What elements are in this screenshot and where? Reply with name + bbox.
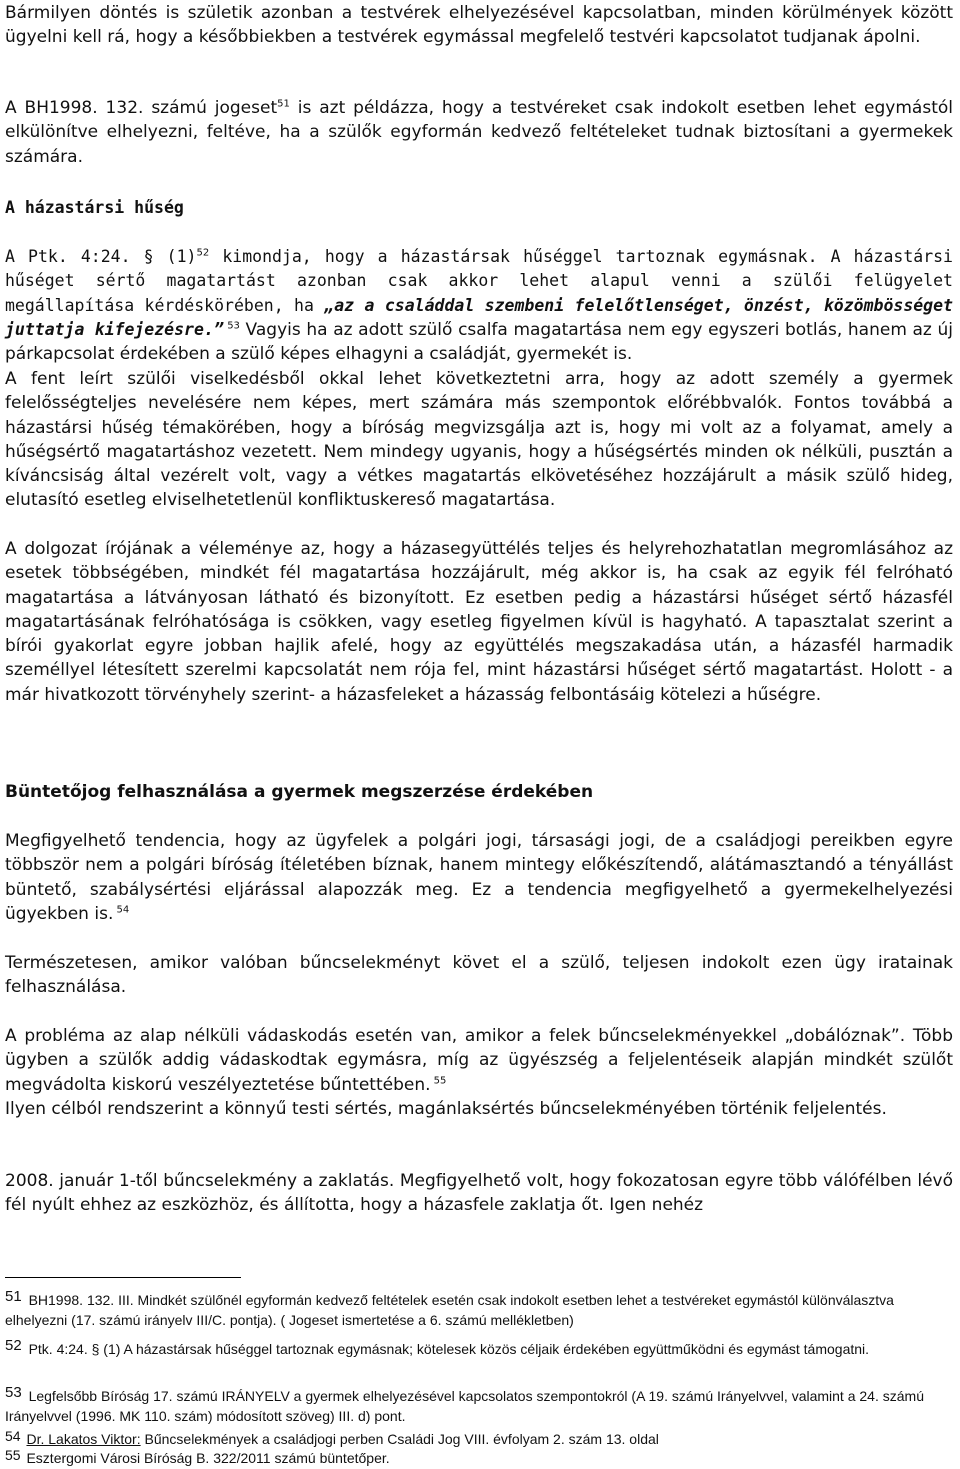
footnote-ref-54[interactable]: 54 xyxy=(113,904,130,916)
paragraph-harassment: 2008. január 1-től bűncselekmény a zaklatás. Megfigyelhető volt, hogy fokozatosan egyre több válófélben lévő fél nyúlt ehhez az eszközhöz, és állította, hogy a házasfele zaklatja őt. Igen nehéz xyxy=(5,1171,953,1216)
footnote-55: 55 Esztergomi Városi Bíróság B. 322/2011 számú büntetőper. xyxy=(5,1447,390,1466)
footnote-52: 52 Ptk. 4:24. § (1) A házastársak hűséggel tartoznak egymásnak; kötelesek közös céljaik érdekében együttműködni és egymást támogatni. xyxy=(5,1337,870,1357)
footnote-separator xyxy=(5,1277,241,1278)
footnote-ref-53[interactable]: 53 xyxy=(223,320,240,332)
paragraph-ptk-fidelity: A Ptk. 4:24. § $(1)^{52}$ kimondja, hogy a házastársak hűséggel tartoznak egymásnak. A házastársi hűséget sértő magatartást azonban csak akkor lehet alapul venni a szülői felügyelet megállapítása kérdéskörében, ha „az a családdal szembeni felelőtlenséget, önzést, közömbösséget juttatja kifejezésre.” $^{53}$ Vagyis ha az adott szülő csalfa magatartása nem egy egyszeri botlás, hanem az új párkapcsolat érdekében a szülő képes elhagyni a családját, gyermekét is. xyxy=(5,247,953,365)
paragraph-parental-behaviour: A fent leírt szülői viselkedésből okkal lehet következtetni arra, hogy az adott személy a gyermek felelősségteljes nevelésére nem képes, mert számára más szempontok előrébbvalók. Fontos továbbá a házastársi hűség témakörében, hogy a bíróság megvizsgálja azt is, hogy mi volt az a folyamat, amely a hűségsértő magatartáshoz vezetett. Nem mindegy ugyanis, hogy a hűségsértés minden ok nélküli, pusztán a kíváncsiság által vezérelt volt, vagy a vétkes magatartás elkövetéséhez hozzájárult a másik szülő hideg, elutasító esetleg elviselhetetlenül konfliktuskereső magatartása. xyxy=(5,369,953,511)
paragraph-accusations: A probléma az alap nélküli vádaskodás esetén van, amikor a felek bűncselekményekkel „dobálóznak”. Több ügyben a szülők addig vádaskodtak egymásra, míg az ügyészség a feljelentéseik alapján mindkét szülőt megvádolta kiskorú veszélyeztetése bűntettében. $^{55}$ Ilyen célból rendszerint a könnyű testi sértés, magánlaksértés bűncselekményében történik feljelentés. xyxy=(5,1026,953,1119)
footnote-51: 51 BH1998. 132. III. Mindkét szülőnél egyformán kedvező feltételek esetén csak indokolt esetben lehet a testvéreket egymástól különválasztva elhelyezni (17. számú irányelv III/C. pontja). ( Jogeset ismertetése a 6. számú mellékletben) xyxy=(5,1288,894,1328)
footnote-ref-52[interactable]: 52 xyxy=(196,247,210,259)
footnote-ref-51[interactable]: 51 xyxy=(277,98,290,110)
heading-marital-fidelity: A házastársi hűség xyxy=(5,198,184,217)
paragraph-author-opinion: A dolgozat írójának a véleménye az, hogy a házasegyüttélés teljes és helyrehozhatatlan megromlásához az esetek többségében, mindkét fél magatartása hozzájárult, még akkor is, ha csak az egyik fél felróható magatartása a látványosan látható és bizonyított. Ez esetben pedig a házastársi hűséget sértő házasfél magatartásának felróhatósága is csökken, vagy esetleg figyelmen kívül is hagyható. A tapasztalat szerint a bírói gyakorlat egyre jobban hajlik afelé, hogy az együttélés megszakadása után, a házasfél harmadik személlyel létesített szerelmi kapcsolatát nem rója fel, mint házastársi hűséget sértő magatartást. Holott - a már hivatkozott törvényhely szerint- a házasfeleket a házasság felbontásáig kötelezi a hűségre. xyxy=(5,539,953,705)
paragraph-bh1998-case: A BH1998. 132. számú jogeset$^{51}$ is azt példázza, hogy a testvéreket csak indokolt esetben lehet egymástól elkülönítve elhelyezni, feltéve, ha a szülők egyformán kedvező feltételeket tudnak biztosítani a gyermekek számára. xyxy=(5,98,953,167)
footnote-54: 54 Dr. Lakatos Viktor: Bűncselekmények a családjogi perben Családi Jog VIII. évfolyam 2. szám 13. oldal xyxy=(5,1428,659,1447)
paragraph-siblings-relationship: Bármilyen döntés is születik azonban a testvérek elhelyezésével kapcsolatban, minden körülmények között ügyelni kell rá, hogy a későbbiekben a testvérek egymással megfelelő testvéri kapcsolatot tudjanak ápolni. xyxy=(5,3,953,48)
footnote-54-author-link[interactable]: Dr. Lakatos Viktor: xyxy=(26,1431,141,1447)
footnote-53: 53 Legfelsőbb Bíróság 17. számú IRÁNYELV a gyermek elhelyezésével kapcsolatos szempontokról (A 19. számú Irányelvvel, valamint a 24. számú Irányelvvel (1996. MK 110. szám) módosított szöveg) III. d) pont. xyxy=(5,1384,924,1424)
paragraph-naturally: Természetesen, amikor valóban bűncselekményt követ el a szülő, teljesen indokolt ezen ügy iratainak felhasználása. xyxy=(5,953,953,998)
heading-criminal-law: Büntetőjog felhasználása a gyermek megszerzése érdekében xyxy=(5,782,594,802)
paragraph-tendency: Megfigyelhető tendencia, hogy az ügyfelek a polgári jogi, társasági jogi, de a családjogi pereikben egyre többször nem a polgári bíróság ítéletében bíznak, hanem mintegy előkészítendő, alátámasztandó a tényállást büntető, szabálysértési eljárással alapozzák meg. Ez a tendencia megfigyelhető a gyermekelhelyezési ügyekben is. $^{54}$ xyxy=(5,831,953,924)
footnote-ref-55[interactable]: 55 xyxy=(430,1074,447,1086)
quotation: „az a családdal szembeni felelőtlenséget, önzést, közömbösséget juttatja kifejezésre.” xyxy=(5,295,953,339)
